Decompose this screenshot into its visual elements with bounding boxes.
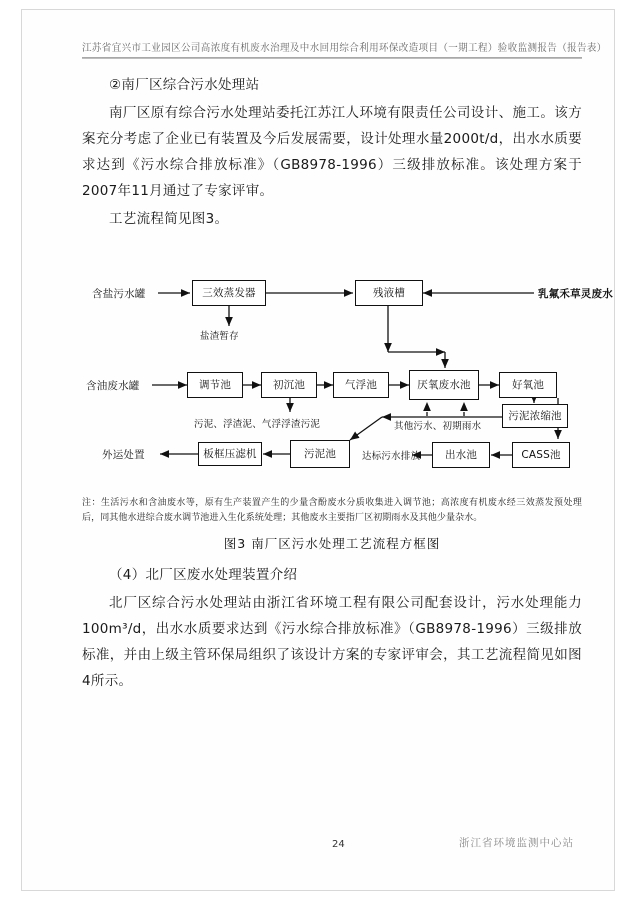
node-salt-residue-storage: 盐渣暂存: [200, 331, 239, 342]
node-aerobic-tank: 好氧池: [499, 372, 557, 398]
figure-note: 注：生活污水和含油废水等，原有生产装置产生的少量含酚废水分质收集进入调节池；高浓度有机废水经三效蒸发预处理后，同其他水进综合废水调节池进入生化系统处理；其他废水主要指厂区初期雨水及其他少量杂水。: [82, 498, 582, 523]
node-regulating-tank: 调节池: [187, 372, 243, 398]
paper-sheet: [22, 10, 614, 890]
node-residue-tank: 残液槽: [355, 280, 423, 306]
node-triple-effect-evaporator: 三效蒸发器: [192, 280, 266, 306]
node-effluent-tank: 出水池: [432, 442, 490, 468]
node-sludge-thickener: 污泥浓缩池: [502, 404, 568, 428]
paragraph-south-plant: 南厂区原有综合污水处理站委托江苏江人环境有限责任公司设计、施工。该方案充分考虑了企业已有装置及今后发展需要，设计处理水量2000t/d，出水水质要求达到《污水综合排放标准》（GB8978-1996）三级排放标准。该处理方案于2007年11月通过了专家评审。: [82, 105, 582, 199]
node-cass-tank: CASS池: [512, 442, 570, 468]
page-number: 24: [332, 839, 345, 850]
paragraph-north-plant-body: 北厂区综合污水处理站由浙江省环境工程有限公司配套设计，污水处理能力100m³/d，出水水质要求达到《污水综合排放标准》（GB8978-1996）三级排放标准，并由上级主管环保局组织了该设计方案的专家评审会，其工艺流程简见如图4所示。: [82, 595, 582, 689]
node-sludge-tank: 污泥池: [290, 440, 350, 468]
figure-caption: 图3 南厂区污水处理工艺流程方框图: [223, 536, 441, 551]
node-compliant-discharge: 达标污水排放: [362, 451, 421, 462]
node-fluazifop-wastewater: 乳氟禾草灵废水: [538, 288, 613, 300]
paragraph-flow-intro: 工艺流程简见图3。: [109, 211, 229, 227]
document-header: 江苏省宜兴市工业园区公司高浓度有机废水治理及中水回用综合利用环保改造项目（一期工程）验收监测报告（报告表）: [82, 40, 582, 59]
institution-stamp: 浙江省环境监测中心站: [459, 837, 574, 849]
node-other-sewage-early-rain: 其他污水、初期雨水: [394, 421, 482, 432]
page-footer: [82, 835, 574, 850]
node-sludge-scum-label: 污泥、浮渣泥、气浮浮渣污泥: [194, 419, 321, 430]
node-plate-filter-press: 板框压滤机: [198, 442, 262, 466]
page-content: [82, 40, 613, 696]
node-flotation-tank: 气浮池: [333, 372, 389, 398]
paragraph-section-title: ②南厂区综合污水处理站: [109, 77, 260, 93]
paragraph-north-plant-title: （4）北厂区废水处理装置介绍: [109, 567, 298, 583]
node-salt-wastewater-tank: 含盐污水罐: [92, 288, 146, 300]
node-anaerobic-wastewater-tank: 厌氧废水池: [409, 370, 479, 400]
node-primary-sedimentation-tank: 初沉池: [261, 372, 317, 398]
process-flow-diagram: [82, 240, 613, 492]
node-external-disposal: 外运处置: [102, 449, 145, 461]
node-oily-wastewater-tank: 含油废水罐: [86, 380, 140, 392]
